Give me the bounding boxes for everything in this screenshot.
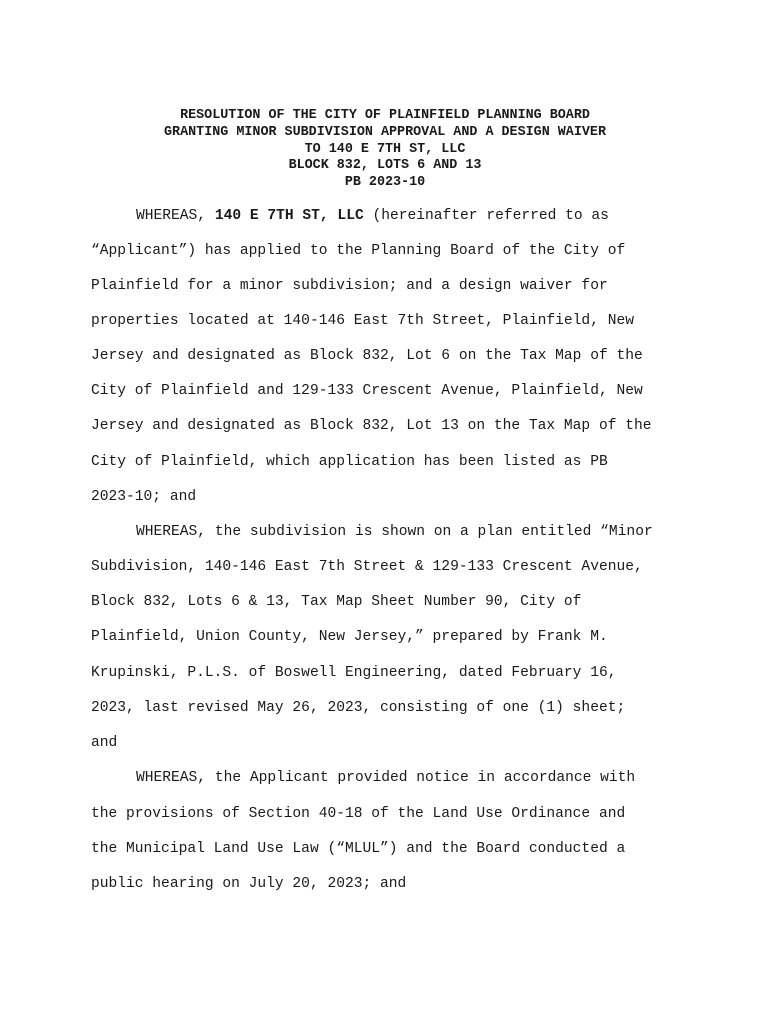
para2-line-7: and <box>91 735 118 751</box>
title-line-1: RESOLUTION OF THE CITY OF PLAINFIELD PLANNING BOARD <box>180 108 590 123</box>
para1-line-6: City of Plainfield and 129-133 Crescent Avenue, Plainfield, New <box>91 383 643 399</box>
title-line-4: BLOCK 832, LOTS 6 AND 13 <box>288 158 482 174</box>
para3-line-2: the provisions of Section 40-18 of the Land Use Ordinance and <box>91 806 626 822</box>
title-line-3: TO 140 E 7TH ST, LLC <box>304 141 466 157</box>
para2-line-2: Subdivision, 140-146 East 7th Street & 129-133 Crescent Avenue, <box>91 559 643 575</box>
para1-line-1 <box>136 207 609 225</box>
para1-line-9: 2023-10; and <box>91 489 197 505</box>
para1-suffix: (hereinafter referred to as <box>363 208 609 224</box>
para1-line-5: Jersey and designated as Block 832, Lot 6 on the Tax Map of the <box>91 348 643 364</box>
para2-line-4: Plainfield, Union County, New Jersey,” prepared by Frank M. <box>91 629 608 645</box>
para2-line-6: 2023, last revised May 26, 2023, consisting of one (1) sheet; <box>91 700 626 716</box>
para1-line-2: “Applicant”) has applied to the Planning Board of the City of <box>91 243 626 259</box>
title-line-2: GRANTING MINOR SUBDIVISION APPROVAL AND A DESIGN WAIVER <box>164 124 606 140</box>
para3-line-3: the Municipal Land Use Law (“MLUL”) and the Board conducted a <box>91 841 626 857</box>
para3-line-4: public hearing on July 20, 2023; and <box>91 876 407 892</box>
para1-prefix: WHEREAS, <box>136 208 215 224</box>
para2-line-1: WHEREAS, the subdivision is shown on a plan entitled “Minor <box>136 524 653 540</box>
para1-line-7: Jersey and designated as Block 832, Lot 13 on the Tax Map of the <box>91 418 652 434</box>
para2-line-5: Krupinski, P.L.S. of Boswell Engineering, dated February 16, <box>91 665 617 681</box>
applicant-name: 140 E 7TH ST, LLC <box>214 208 364 224</box>
para2-line-3: Block 832, Lots 6 & 13, Tax Map Sheet Number 90, City of <box>91 594 582 610</box>
para1-line-8: City of Plainfield, which application has been listed as PB <box>91 454 608 470</box>
para1-line-3: Plainfield for a minor subdivision; and a design waiver for <box>91 278 608 294</box>
para1-line-4: properties located at 140-146 East 7th Street, Plainfield, New <box>91 313 634 329</box>
para3-line-1: WHEREAS, the Applicant provided notice in accordance with <box>136 770 636 786</box>
resolution-title <box>0 108 770 192</box>
title-line-5: PB 2023-10 <box>344 175 426 191</box>
